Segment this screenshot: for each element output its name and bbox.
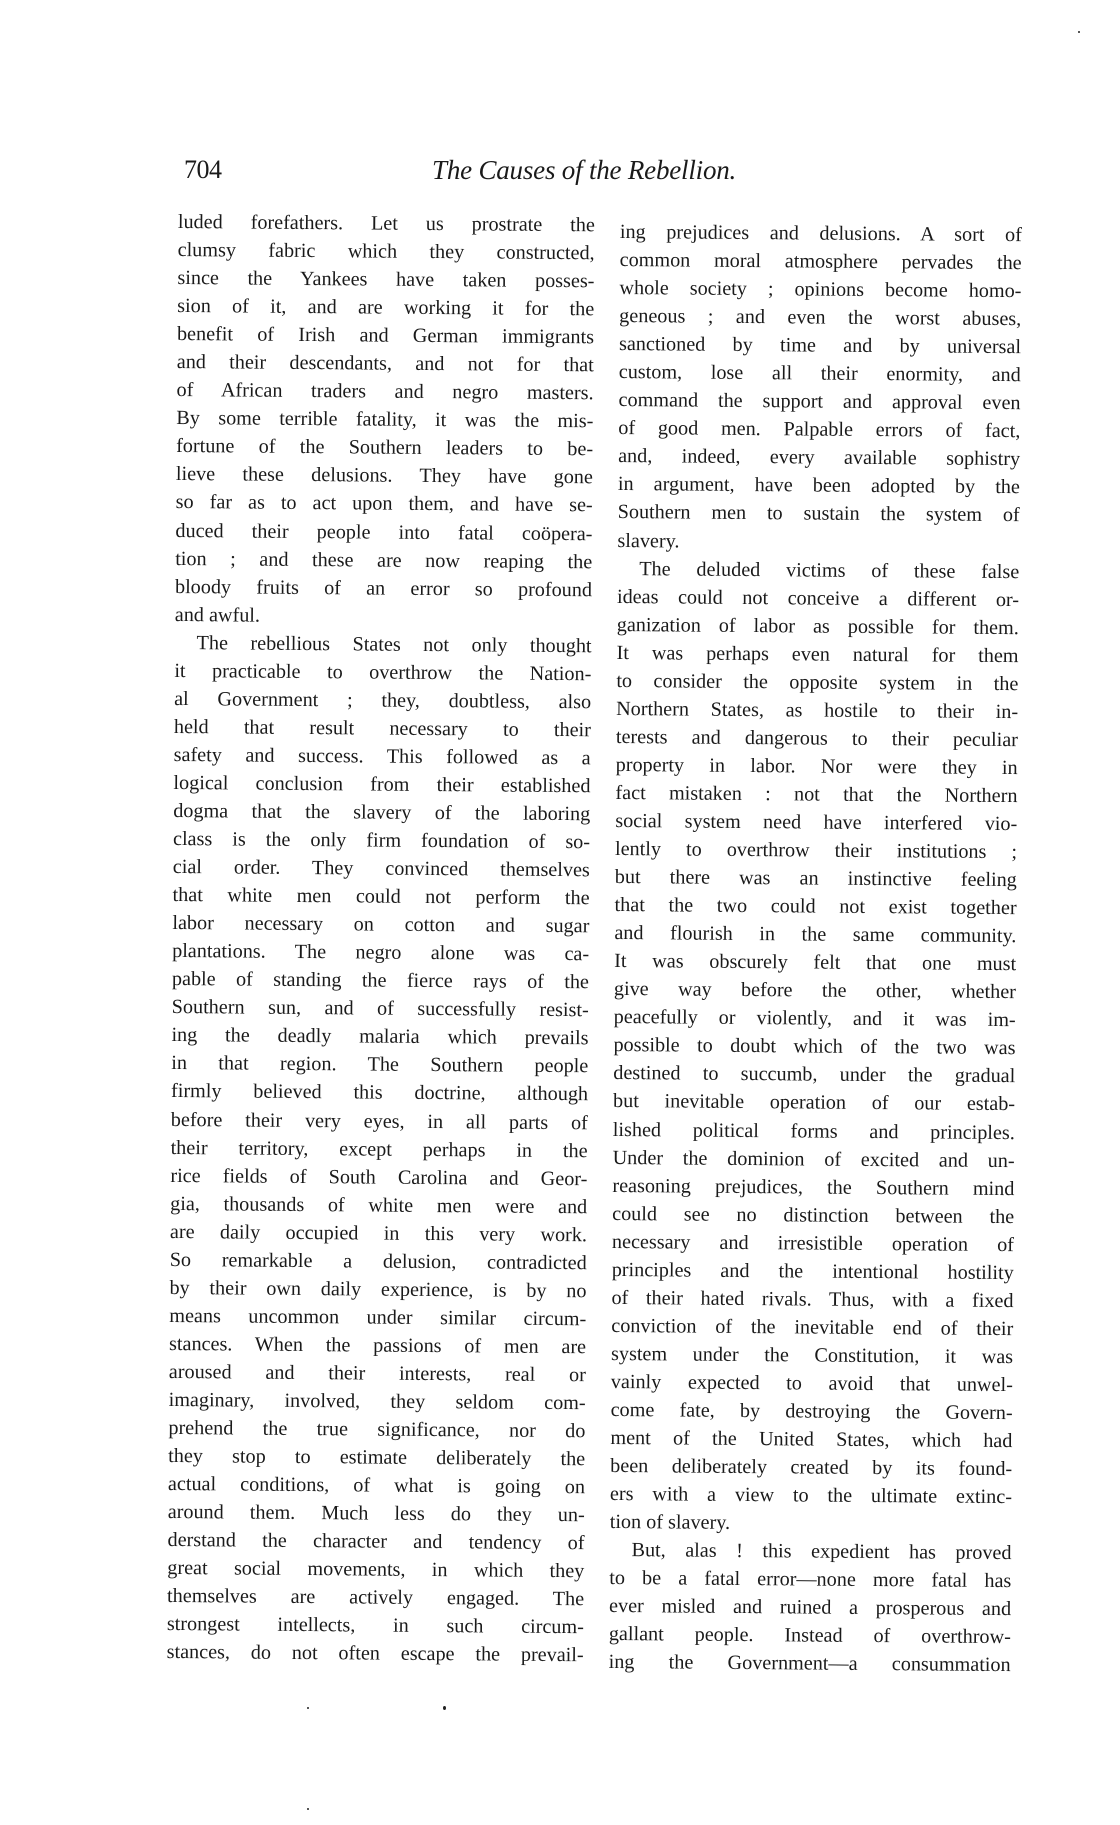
text-line: cial order. They convinced themselves: [172, 856, 590, 882]
text-line: gallant people. Instead of overthrow-: [608, 1623, 1011, 1649]
text-line: tion ; and these are now reaping the: [175, 547, 593, 573]
text-line: social system need have interfered vio-: [615, 809, 1018, 836]
text-line: tion of slavery.: [609, 1511, 731, 1535]
text-line: Under the dominion of excited and un-: [612, 1146, 1015, 1172]
text-line: to be a fatal error—none more fatal has: [609, 1567, 1012, 1593]
text-line: possible to doubt which of the two was: [613, 1034, 1016, 1060]
text-line: by their own daily experience, is by no: [169, 1276, 587, 1303]
text-line: it practicable to overthrow the Nation-: [174, 659, 592, 686]
text-line: derstand the character and tendency of: [167, 1529, 585, 1555]
text-line: actual conditions, of what is going on: [167, 1473, 586, 1499]
text-line: give way before the other, whether: [613, 978, 1017, 1004]
text-line: of good men. Palpable errors of fact,: [618, 417, 1021, 443]
text-line: held that result necessary to their: [173, 715, 591, 742]
page-number: 704: [184, 155, 222, 184]
text-line: custom, lose all their enormity, and: [618, 361, 1021, 387]
text-line: ing the Government—a consummation: [608, 1651, 1011, 1677]
text-line: before their very eyes, in all parts of: [170, 1108, 588, 1134]
scan-speck: [443, 1706, 446, 1710]
text-line: The deluded victims of these false: [639, 557, 1020, 583]
text-line: reasoning prejudices, the Southern mind: [612, 1174, 1015, 1200]
text-line: duced their people into fatal coöpera-: [175, 519, 593, 545]
text-line: since the Yankees have taken posses-: [177, 267, 595, 293]
text-line: terests and dangerous to their peculiar: [615, 725, 1018, 751]
text-line: sanctioned by time and by universal: [618, 333, 1022, 359]
text-line: So remarkable a delusion, contradicted: [169, 1248, 587, 1274]
text-line: they stop to estimate deliberately the: [168, 1445, 586, 1471]
text-line: dogma that the slavery of the laboring: [173, 799, 591, 826]
text-line: By some terrible fatality, it was the mis-: [176, 407, 594, 433]
text-line: that white men could not perform the: [172, 884, 590, 910]
text-line: ganization of labor as possible for them.: [616, 613, 1019, 639]
text-line: system under the Constitution, it was: [610, 1342, 1014, 1368]
text-line: common moral atmosphere pervades the: [619, 249, 1022, 275]
text-line: command the support and approval even: [618, 389, 1021, 415]
text-line: conviction of the inevitable end of their: [611, 1314, 1014, 1340]
text-line: The rebellious States not only thought: [196, 631, 592, 657]
text-line: so far as to act upon them, and have se-: [175, 491, 593, 517]
text-line: Southern sun, and of successfully resist-: [171, 996, 589, 1022]
text-line: but inevitable operation of our estab-: [612, 1090, 1016, 1116]
text-line: themselves are actively engaged. The: [167, 1585, 585, 1611]
text-line: are daily occupied in this very work.: [169, 1220, 588, 1246]
text-line: lished political forms and principles.: [612, 1118, 1015, 1144]
text-line: and their descendants, and not for that: [176, 351, 594, 377]
text-line: ing prejudices and delusions. A sort of: [619, 220, 1022, 247]
text-line: destined to succumb, under the gradual: [613, 1062, 1016, 1088]
text-line: around them. Much less do they un-: [167, 1501, 585, 1527]
text-line: fact mistaken : not that the Northern: [615, 781, 1018, 808]
text-line: ment of the United States, which had: [610, 1426, 1013, 1453]
text-line: rice fields of South Carolina and Geor-: [170, 1164, 588, 1190]
text-line: bloody fruits of an error so profound: [174, 575, 593, 601]
text-line: that the two could not exist together: [614, 894, 1017, 920]
text-line: and, indeed, every available sophistry: [618, 445, 1021, 471]
text-line: and awful.: [174, 603, 261, 627]
text-line: of their hated rivals. Thus, with a fixed: [611, 1286, 1014, 1312]
text-line: stances. When the passions of men are: [168, 1332, 587, 1359]
text-line: whole society ; opinions become homo-: [619, 277, 1022, 303]
text-line: luded forefathers. Let us prostrate the: [177, 210, 595, 237]
text-line: clumsy fabric which they constructed,: [177, 239, 595, 265]
text-line: vainly expected to avoid that unwel-: [610, 1370, 1013, 1397]
text-line: benefit of Irish and German immigrants: [176, 323, 595, 349]
text-line: of African traders and negro masters.: [176, 379, 594, 405]
scan-speck: [307, 1808, 309, 1810]
text-line: in argument, have been adopted by the: [617, 473, 1020, 499]
text-line: prehend the true significance, nor do: [168, 1416, 586, 1443]
text-line: It was obscurely felt that one must: [614, 950, 1017, 976]
text-line: strongest intellects, in such circum-: [166, 1613, 584, 1639]
text-line: gia, thousands of white men were and: [170, 1192, 588, 1218]
text-line: plantations. The negro alone was ca-: [172, 940, 590, 966]
text-line: pable of standing the fierce rays of the: [171, 968, 590, 994]
text-line: class is the only firm foundation of so-: [172, 828, 591, 854]
text-line: labor necessary on cotton and sugar: [172, 912, 590, 938]
text-line: and flourish in the same community.: [614, 922, 1017, 948]
text-line: ever misled and ruined a prosperous and: [609, 1595, 1012, 1621]
running-title: The Causes of the Rebellion.: [432, 155, 737, 185]
text-line: could see no distinction between the: [612, 1202, 1015, 1228]
text-line: al Government ; they, doubtless, also: [174, 687, 592, 714]
scan-speck: [1078, 31, 1080, 33]
text-line: sion of it, and are working it for the: [177, 295, 595, 321]
text-line: to consider the opposite system in the: [616, 669, 1019, 695]
text-line: Southern men to sustain the system of: [617, 501, 1020, 527]
text-line: come fate, by destroying the Govern-: [610, 1398, 1013, 1425]
text-line: safety and success. This followed as a: [173, 743, 591, 770]
text-line: necessary and irresistible operation of: [611, 1230, 1015, 1256]
text-line: geneous ; and even the worst abuses,: [619, 305, 1022, 331]
text-line: stances, do not often escape the prevail-: [166, 1641, 584, 1667]
text-line: imaginary, involved, they seldom com-: [168, 1388, 586, 1415]
text-line: peacefully or violently, and it was im-: [613, 1006, 1016, 1032]
text-line: principles and the intentional hostility: [611, 1258, 1014, 1284]
text-line: been deliberately created by its found-: [610, 1455, 1013, 1481]
text-line: fortune of the Southern leaders to be-: [176, 435, 594, 461]
text-line: lieve these delusions. They have gone: [175, 463, 593, 489]
text-line: property in labor. Nor were they in: [615, 753, 1018, 780]
text-line: in that region. The Southern people: [171, 1052, 589, 1078]
text-line: great social movements, in which they: [167, 1557, 585, 1583]
text-line: Northern States, as hostile to their in-: [616, 697, 1019, 723]
text-line: But, alas ! this expedient has proved: [631, 1539, 1012, 1565]
text-line: It was perhaps even natural for them: [616, 641, 1019, 667]
text-line: slavery.: [617, 529, 680, 552]
scan-speck: [307, 1707, 309, 1709]
right-column: [609, 218, 1022, 1680]
text-line: lently to overthrow their institutions ;: [614, 838, 1018, 864]
text-line: but there was an instinctive feeling: [614, 866, 1017, 892]
left-column: [167, 208, 595, 1670]
text-line: ers with a view to the ultimate extinc-: [609, 1483, 1013, 1509]
text-line: their territory, except perhaps in the: [170, 1136, 588, 1162]
text-line: ideas could not conceive a different or-: [616, 585, 1020, 611]
text-line: logical conclusion from their established: [173, 771, 591, 798]
text-line: means uncommon under similar circum-: [169, 1304, 587, 1331]
text-line: aroused and their interests, real or: [168, 1360, 586, 1387]
text-line: ing the deadly malaria which prevails: [171, 1024, 589, 1050]
text-line: firmly believed this doctrine, although: [170, 1080, 589, 1106]
